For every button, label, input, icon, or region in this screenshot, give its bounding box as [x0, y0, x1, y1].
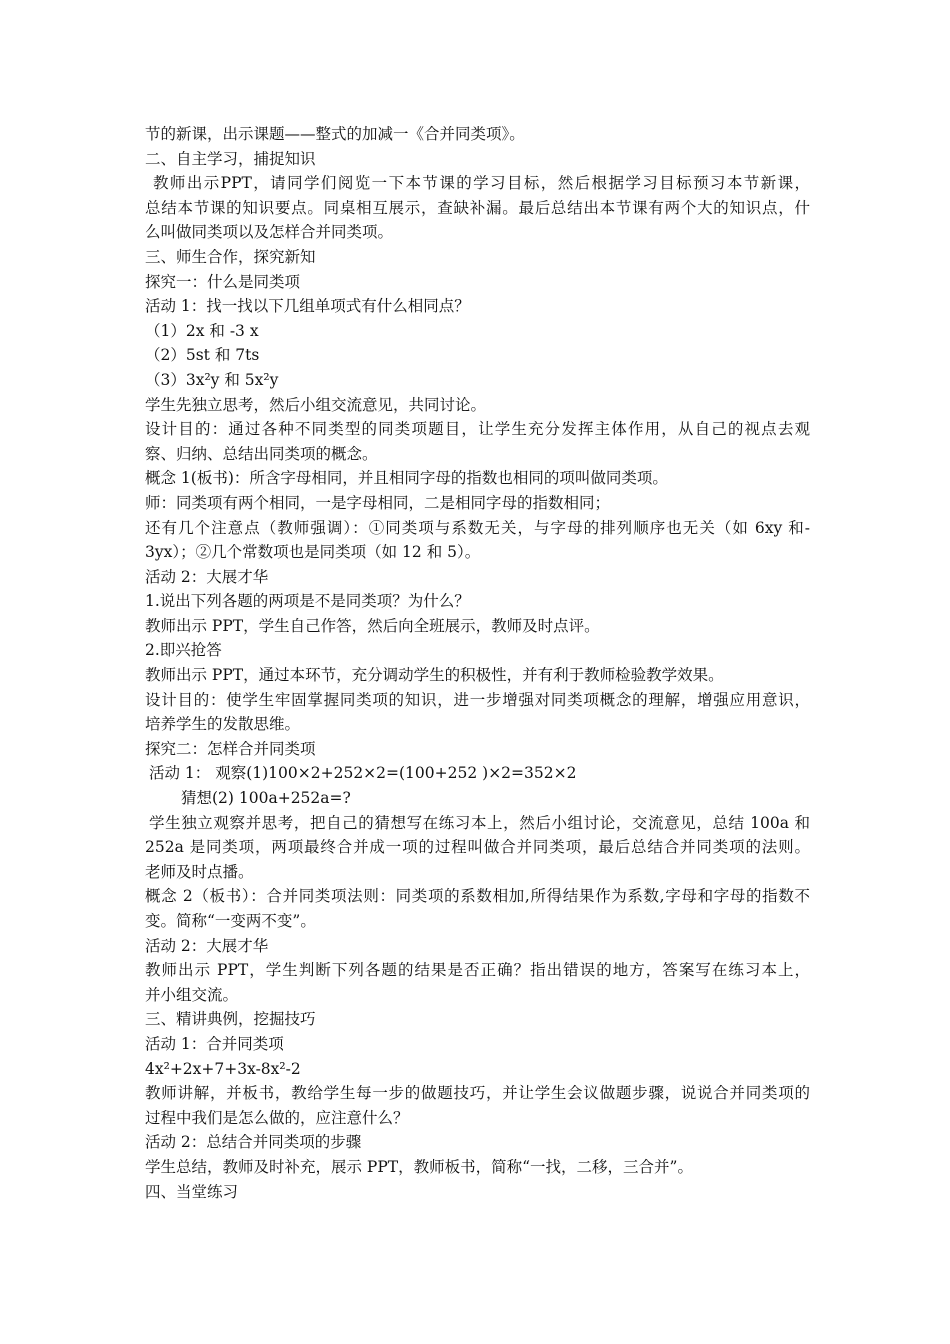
- text-line: 4x²+2x+7+3x-8x²-2: [145, 1059, 301, 1078]
- text-line: 总结本节课的知识要点。同桌相互展示，查缺补漏。最后总结出本节课有两个大的知识点，什: [145, 198, 810, 217]
- text-line: 二、自主学习，捕捉知识: [145, 149, 316, 168]
- text-line: 探究二：怎样合并同类项: [145, 739, 316, 758]
- text-line: 三、师生合作，探究新知: [145, 247, 316, 266]
- text-line: 学生总结，教师及时补充，展示 PPT，教师板书，简称“一找，二移，三合并”。: [145, 1157, 693, 1176]
- text-line: 探究一：什么是同类项: [145, 272, 301, 291]
- text-line: 设计目的：通过各种不同类型的同类项题目，让学生充分发挥主体作用，从自己的视点去观: [145, 420, 810, 439]
- text-line: 学生独立观察并思考，把自己的猜想写在练习本上，然后小组讨论，交流意见，总结 100a 和: [149, 813, 810, 832]
- text-line: 设计目的：使学生牢固掌握同类项的知识，进一步增强对同类项概念的理解，增强应用意识，: [145, 690, 810, 709]
- text-line: 活动 2：大展才华: [145, 936, 269, 955]
- text-line: 概念 1(板书)：所含字母相同，并且相同字母的指数也相同的项叫做同类项。: [145, 469, 668, 488]
- text-line: 活动 1：找一找以下几组单项式有什么相同点？: [145, 297, 470, 316]
- text-line: 教师出示 PPT，学生判断下列各题的结果是否正确？指出错误的地方，答案写在练习本上，: [145, 961, 810, 980]
- text-line: 并小组交流。: [145, 985, 239, 1004]
- text-line: 教师出示PPT，请同学们阅览一下本节课的学习目标，然后根据学习目标预习本节新课，: [153, 174, 810, 193]
- text-line: 教师出示 PPT，通过本环节，充分调动学生的积极性，并有利于教师检验教学效果。: [145, 666, 724, 685]
- text-line: 活动 2：大展才华: [145, 567, 269, 586]
- text-line: 察、归纳、总结出同类项的概念。: [145, 444, 378, 463]
- text-line: 猜想(2) 100a+252a=?: [181, 789, 351, 808]
- text-line: 活动 2：总结合并同类项的步骤: [145, 1133, 362, 1152]
- text-line: 活动 1： 观察(1)100×2+252×2=(100+252 )×2=352×2: [149, 764, 577, 783]
- text-line: 还有几个注意点（教师强调）：①同类项与系数无关，与字母的排列顺序也无关（如 6xy 和-: [145, 518, 810, 537]
- text-line: 四、当堂练习: [145, 1182, 239, 1201]
- text-line: 教师出示 PPT，学生自己作答，然后向全班展示，教师及时点评。: [145, 616, 600, 635]
- document-body: [145, 122, 810, 1204]
- text-line: 过程中我们是怎么做的，应注意什么？: [145, 1108, 409, 1127]
- text-line: 么叫做同类项以及怎样合并同类项。: [145, 223, 394, 242]
- text-line: （2）5st 和 7ts: [145, 346, 260, 365]
- text-line: 概念 2（板书）：合并同类项法则：同类项的系数相加,所得结果作为系数,字母和字母的指数不: [145, 887, 810, 906]
- text-line: 学生先独立思考，然后小组交流意见，共同讨论。: [145, 395, 487, 414]
- text-line: 活动 1：合并同类项: [145, 1034, 284, 1053]
- text-line: 3yx）；②几个常数项也是同类项（如 12 和 5）。: [145, 543, 481, 562]
- text-line: 2.即兴抢答: [145, 641, 222, 660]
- text-line: 教师讲解，并板书，教给学生每一步的做题技巧，并让学生会议做题步骤，说说合并同类项的: [145, 1084, 810, 1103]
- text-line: （1）2x 和 -3 x: [145, 321, 259, 340]
- text-line: 三、精讲典例，挖掘技巧: [145, 1010, 316, 1029]
- text-line: 师：同类项有两个相同，一是字母相同，二是相同字母的指数相同；: [145, 493, 611, 512]
- text-line: 节的新课，出示课题——整式的加减一《合并同类项》。: [145, 125, 525, 143]
- text-line: 老师及时点播。: [145, 862, 254, 881]
- text-line: 变。简称“一变两不变”。: [145, 912, 316, 930]
- text-line: 1.说出下列各题的两项是不是同类项？为什么？: [145, 592, 470, 611]
- text-line: 252a 是同类项，两项最终合并成一项的过程叫做合并同类项，最后总结合并同类项的法则。: [145, 838, 810, 857]
- text-line: （3）3x²y 和 5x²y: [145, 370, 279, 389]
- text-line: 培养学生的发散思维。: [145, 715, 301, 734]
